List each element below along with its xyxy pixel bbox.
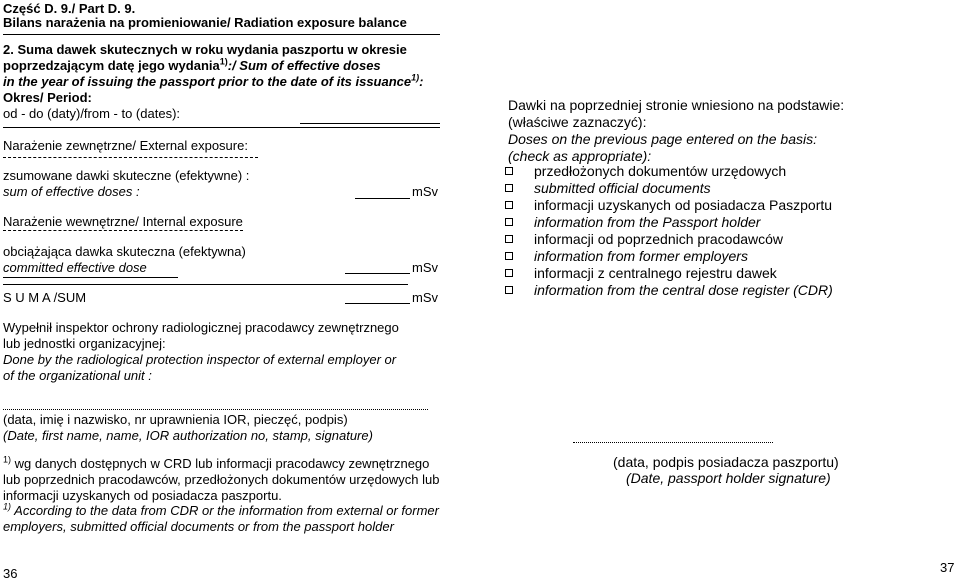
filled-by-line2: lub jednostki organizacyjnej:: [3, 336, 166, 351]
checkbox-icon[interactable]: [505, 201, 513, 209]
external-value-field[interactable]: [355, 198, 410, 199]
basis-title-pl: Dawki na poprzedniej stronie wniesiono na podstawie:: [508, 97, 845, 113]
basis-subtitle-pl: (właściwe zaznaczyć):: [508, 114, 647, 130]
dates-rule: [3, 127, 440, 128]
page-number-left: 36: [3, 566, 18, 581]
checkbox-icon[interactable]: [505, 167, 513, 175]
title-rule: [3, 34, 440, 35]
internal-heading: Narażenie wewnętrzne/ Internal exposure: [3, 214, 243, 229]
checkbox-icon[interactable]: [505, 184, 513, 192]
filled-by-line3: Done by the radiological protection inspector of external employer or: [3, 352, 397, 367]
holder-signature-line[interactable]: [573, 442, 773, 443]
page-number-right: 37: [940, 560, 955, 575]
footnote-line1: $^{1)}$ wg danych dostępnych w CRD lub informacji pracodawcy zewnętrznego: [3, 454, 430, 471]
filled-by-line1: Wypełnił inspektor ochrony radiologicznej pracodawcy zewnętrznego: [3, 320, 399, 335]
period-label: Okres/ Period:: [3, 90, 92, 105]
footnote-line5: employers, submitted official documents or from the passport holder: [3, 519, 394, 534]
external-line2: sum of effective doses :: [3, 184, 140, 199]
checkbox-icon[interactable]: [505, 218, 513, 226]
checkbox-icon[interactable]: [505, 252, 513, 260]
section-title: Bilans narażenia na promieniowanie/ Radiation exposure balance: [3, 15, 407, 30]
internal-heading-rule: [3, 230, 243, 231]
sum-label: S U M A /SUM: [3, 290, 87, 305]
section2-line2: poprzedzającym datę jego wydania$^{1)}$:/ Sum of effective doses: [3, 56, 381, 73]
section2-line3: in the year of issuing the passport prior to the date of its issuance$^{1)}$:: [3, 72, 424, 89]
section2-line1: 2. Suma dawek skutecznych w roku wydania paszportu w okresie: [3, 42, 407, 57]
basis-title-en: Doses on the previous page entered on the basis:: [508, 131, 817, 147]
basis-subtitle-en: (check as appropriate):: [508, 148, 652, 164]
footnote-line4: $^{1)}$ According to the data from CDR or the information from external or former: [3, 501, 439, 518]
internal-value-field[interactable]: [345, 273, 410, 274]
filled-by-line4: of the organizational unit :: [3, 368, 152, 383]
footnote-line2: lub poprzednich pracodawców, przedłożonych dokumentów urzędowych lub: [3, 472, 440, 487]
sum-unit: mSv: [412, 290, 438, 305]
checkbox-icon[interactable]: [505, 286, 513, 294]
external-unit: mSv: [412, 184, 438, 199]
checkbox-icon[interactable]: [505, 269, 513, 277]
internal-line1: obciążająca dawka skuteczna (efektywna): [3, 244, 246, 259]
inspector-signature-caption-pl: (data, imię i nazwisko, nr uprawnienia IOR, pieczęć, podpis): [3, 412, 348, 427]
inspector-signature-caption-en: (Date, first name, name, IOR authorization no, stamp, signature): [3, 428, 373, 443]
part-heading: Część D. 9./ Part D. 9.: [3, 1, 136, 16]
checkbox-icon[interactable]: [505, 235, 513, 243]
sum-top-rule: [3, 284, 408, 285]
holder-signature-caption-pl: (data, podpis posiadacza paszportu): [613, 454, 839, 470]
internal-line2-rule: [3, 277, 178, 278]
footnote-line3: informacji uzyskanych od posiadacza paszportu.: [3, 488, 282, 503]
internal-line2: committed effective dose: [3, 260, 147, 275]
external-line1: zsumowane dawki skuteczne (efektywne) :: [3, 168, 250, 183]
inspector-signature-line[interactable]: [3, 409, 428, 410]
holder-signature-caption-en: (Date, passport holder signature): [626, 470, 831, 486]
external-heading: Narażenie zewnętrzne/ External exposure:: [3, 138, 248, 153]
dates-label: od - do (daty)/from - to (dates):: [3, 106, 181, 121]
external-heading-rule: [3, 157, 258, 158]
sum-value-field[interactable]: [345, 303, 410, 304]
internal-unit: mSv: [412, 260, 438, 275]
dates-field-line[interactable]: [300, 123, 440, 124]
